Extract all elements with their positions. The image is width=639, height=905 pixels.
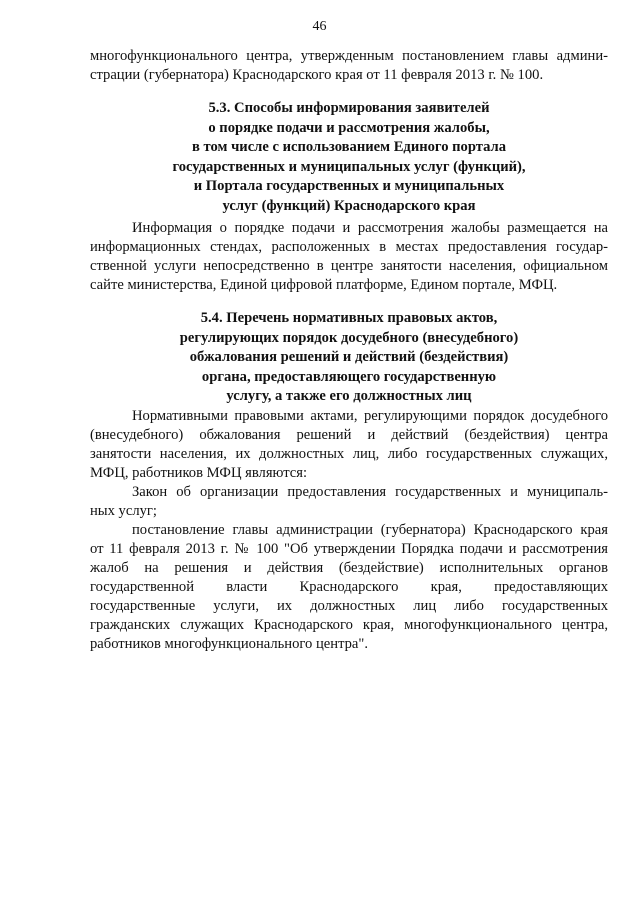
heading-line: в том числе с использованием Единого портала [191, 139, 507, 155]
text-line: информационных стендах, расположенных в местах предоставления государ- [90, 239, 608, 255]
text-line: (внесудебного) обжалования решений и действий (бездействия) центра [90, 427, 608, 443]
text-line: работников многофункционального центра". [90, 636, 369, 652]
text-line: страции (губернатора) Краснодарского края от 11 февраля 2013 г. № 100. [90, 67, 544, 83]
section-5-3-heading [90, 99, 608, 216]
text-line: Закон об организации предоставления государственных и муниципаль- [132, 484, 608, 500]
heading-line: услуг (функций) Краснодарского края [222, 197, 476, 214]
text-line: Нормативными правовыми актами, регулирующими порядок досудебного [132, 408, 608, 424]
heading-line: и Портала государственных и муниципальных [193, 178, 505, 194]
section-5-4-heading [90, 309, 608, 407]
text-line: занятости населения, их должностных лиц, либо государственных служащих, [90, 446, 608, 462]
text-line: ных услуг; [90, 503, 157, 519]
text-line: жалоб на решения и действия (бездействие) исполнительных органов [90, 560, 608, 576]
text-line: гражданских служащих Краснодарского края, многофункционального центра, [90, 617, 608, 633]
intro-paragraph [90, 47, 608, 85]
text-line: постановление главы администрации (губернатора) Краснодарского края [132, 522, 608, 538]
heading-line: 5.3. Способы информирования заявителей [208, 100, 490, 116]
text-line: многофункционального центра, утвержденным постановлением главы админи- [90, 48, 608, 64]
heading-line: органа, предоставляющего государственную [201, 368, 497, 385]
section-5-4-paragraph-3 [90, 521, 608, 654]
page-number: 46 [312, 19, 327, 34]
section-5-3-paragraph [90, 219, 608, 295]
heading-line: государственных и муниципальных услуг (функций), [172, 158, 526, 175]
heading-line: регулирующих порядок досудебного (внесудебного) [179, 329, 519, 346]
text-line: от 11 февраля 2013 г. № 100 "Об утверждении Порядка подачи и рассмотрения [90, 541, 608, 557]
text-line: государственные услуги, их должностных лиц либо государственных [90, 598, 608, 614]
heading-line: услугу, а также его должностных лиц [226, 388, 472, 404]
heading-line: о порядке подачи и рассмотрения жалобы, [208, 119, 490, 136]
text-line: государственной власти Краснодарского края, предоставляющих [90, 579, 608, 595]
text-line: Информация о порядке подачи и рассмотрения жалобы размещается на [132, 220, 608, 236]
text-line: сайте министерства, Единой цифровой платформе, Едином портале, МФЦ. [90, 277, 558, 293]
section-5-4-paragraph-2 [90, 483, 608, 521]
heading-line: обжалования решений и действий (бездействия) [189, 349, 509, 365]
heading-line: 5.4. Перечень нормативных правовых актов, [200, 310, 498, 326]
text-line: ственной услуги непосредственно в центре занятости населения, официальном [90, 258, 608, 274]
text-line: МФЦ, работников МФЦ являются: [90, 465, 308, 481]
section-5-4-paragraph-1 [90, 407, 608, 483]
